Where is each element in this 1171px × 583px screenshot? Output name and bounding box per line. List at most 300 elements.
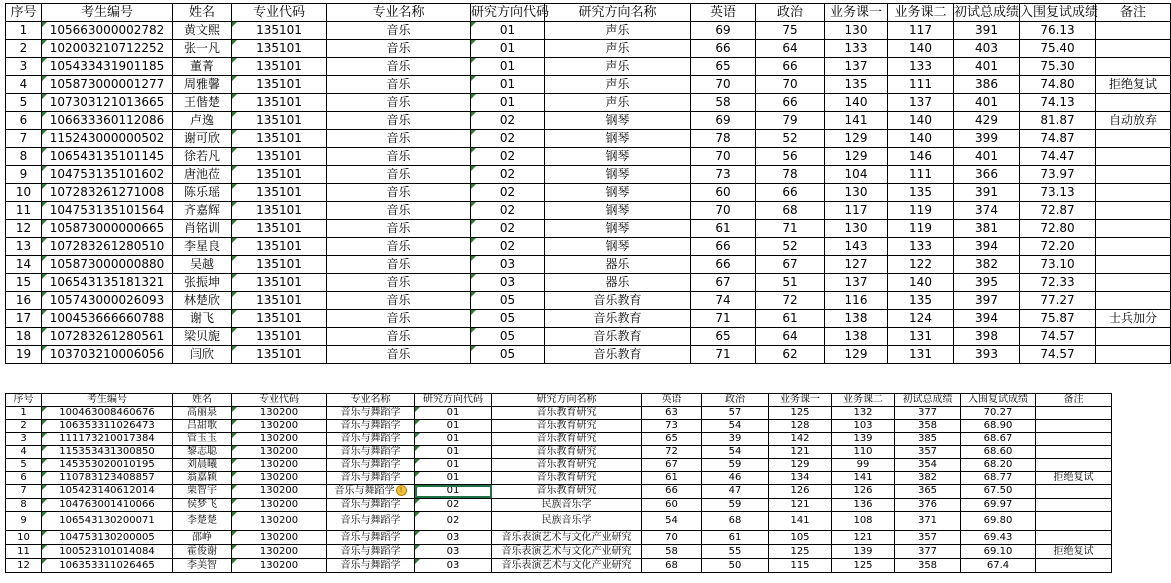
table-cell[interactable]: [832, 420, 895, 433]
table-cell[interactable]: [769, 420, 832, 433]
table-cell[interactable]: [471, 274, 545, 292]
table-cell[interactable]: [756, 76, 825, 94]
table-cell[interactable]: [6, 310, 42, 328]
table-cell[interactable]: [1020, 274, 1096, 292]
table-cell[interactable]: [545, 166, 691, 184]
table-cell[interactable]: [42, 511, 173, 530]
table-cell[interactable]: [6, 485, 42, 499]
table-cell[interactable]: [954, 112, 1020, 130]
table-cell[interactable]: [1096, 22, 1171, 40]
table-cell[interactable]: [888, 274, 954, 292]
table-cell[interactable]: [825, 292, 888, 310]
table-cell[interactable]: [825, 22, 888, 40]
table-cell[interactable]: [1020, 22, 1096, 40]
table-cell[interactable]: [173, 420, 232, 433]
table-cell[interactable]: [1036, 544, 1112, 558]
table-cell[interactable]: [42, 346, 173, 364]
column-header[interactable]: 研究方向名称: [492, 394, 642, 407]
table-cell[interactable]: [702, 446, 769, 459]
table-cell[interactable]: [232, 433, 327, 446]
column-header[interactable]: 政治: [702, 394, 769, 407]
table-cell[interactable]: [415, 459, 492, 472]
table-cell[interactable]: [691, 94, 756, 112]
table-cell[interactable]: [327, 58, 471, 76]
table-cell[interactable]: [545, 238, 691, 256]
table-cell[interactable]: [471, 220, 545, 238]
table-cell[interactable]: [6, 202, 42, 220]
table-cell[interactable]: [691, 22, 756, 40]
table-cell[interactable]: [173, 511, 232, 530]
table-cell[interactable]: [415, 530, 492, 544]
table-cell[interactable]: [1020, 148, 1096, 166]
table-cell[interactable]: [42, 472, 173, 485]
table-cell[interactable]: [756, 40, 825, 58]
table-cell[interactable]: [888, 94, 954, 112]
table-cell[interactable]: [327, 22, 471, 40]
table-cell[interactable]: [42, 94, 173, 112]
table-cell[interactable]: [232, 328, 327, 346]
table-cell[interactable]: [6, 472, 42, 485]
table-cell[interactable]: [1096, 112, 1171, 130]
table-cell[interactable]: [173, 407, 232, 420]
table-cell[interactable]: [42, 407, 173, 420]
table-cell[interactable]: [691, 40, 756, 58]
table-cell[interactable]: [756, 238, 825, 256]
table-cell[interactable]: [888, 112, 954, 130]
table-cell[interactable]: [702, 420, 769, 433]
table-cell[interactable]: [232, 310, 327, 328]
table-cell[interactable]: [415, 420, 492, 433]
table-cell[interactable]: [954, 202, 1020, 220]
table-cell[interactable]: [232, 148, 327, 166]
table-cell[interactable]: [327, 485, 415, 499]
table-cell[interactable]: [832, 433, 895, 446]
column-header[interactable]: 业务课一: [825, 4, 888, 22]
table-cell[interactable]: [888, 292, 954, 310]
table-cell[interactable]: [327, 558, 415, 572]
column-header[interactable]: 业务课二: [888, 4, 954, 22]
table-cell[interactable]: [832, 407, 895, 420]
table-cell[interactable]: [961, 530, 1036, 544]
table-cell[interactable]: [888, 166, 954, 184]
table-cell[interactable]: [825, 130, 888, 148]
table-cell[interactable]: [42, 292, 173, 310]
table-cell[interactable]: [6, 130, 42, 148]
table-cell[interactable]: [832, 446, 895, 459]
table-cell[interactable]: [232, 112, 327, 130]
table-cell[interactable]: [232, 256, 327, 274]
table-cell[interactable]: [954, 58, 1020, 76]
table-cell[interactable]: [756, 112, 825, 130]
table-cell[interactable]: [492, 498, 642, 511]
table-cell[interactable]: [895, 498, 961, 511]
table-cell[interactable]: [888, 40, 954, 58]
table-cell[interactable]: [691, 202, 756, 220]
table-cell[interactable]: [173, 94, 232, 112]
table-cell[interactable]: [492, 446, 642, 459]
table-cell[interactable]: [173, 544, 232, 558]
table-cell[interactable]: [888, 346, 954, 364]
table-cell[interactable]: [954, 76, 1020, 94]
table-cell[interactable]: [832, 558, 895, 572]
table-cell[interactable]: [232, 511, 327, 530]
table-cell[interactable]: [545, 346, 691, 364]
table-cell[interactable]: [173, 130, 232, 148]
table-cell[interactable]: [825, 310, 888, 328]
table-cell[interactable]: [769, 498, 832, 511]
table-cell[interactable]: [691, 292, 756, 310]
table-cell[interactable]: [1096, 76, 1171, 94]
column-header[interactable]: 研究方向名称: [545, 4, 691, 22]
table-cell[interactable]: [1020, 202, 1096, 220]
table-cell[interactable]: [6, 511, 42, 530]
table-cell[interactable]: [42, 130, 173, 148]
table-cell[interactable]: [232, 94, 327, 112]
table-cell[interactable]: [954, 94, 1020, 112]
column-header[interactable]: 备注: [1096, 4, 1171, 22]
table-cell[interactable]: [327, 112, 471, 130]
table-cell[interactable]: [702, 485, 769, 499]
table-cell[interactable]: [954, 184, 1020, 202]
error-warning-icon[interactable]: !: [396, 485, 407, 496]
table-cell[interactable]: [492, 407, 642, 420]
table-cell[interactable]: [1096, 130, 1171, 148]
table-cell[interactable]: [471, 40, 545, 58]
table-cell[interactable]: [415, 498, 492, 511]
column-header[interactable]: 专业代码: [232, 394, 327, 407]
table-cell[interactable]: [1020, 94, 1096, 112]
table-cell[interactable]: [6, 76, 42, 94]
table-cell[interactable]: [888, 256, 954, 274]
table-cell[interactable]: [702, 511, 769, 530]
table-cell[interactable]: [702, 472, 769, 485]
table-cell[interactable]: [42, 202, 173, 220]
table-cell[interactable]: [642, 558, 702, 572]
table-cell[interactable]: [6, 498, 42, 511]
table-cell[interactable]: [769, 407, 832, 420]
table-cell[interactable]: [42, 22, 173, 40]
table-cell[interactable]: [42, 238, 173, 256]
table-cell[interactable]: [327, 256, 471, 274]
table-cell[interactable]: [232, 346, 327, 364]
table-cell[interactable]: [6, 544, 42, 558]
table-cell[interactable]: [327, 40, 471, 58]
table-cell[interactable]: [327, 94, 471, 112]
table-cell[interactable]: [6, 22, 42, 40]
table-cell[interactable]: [42, 256, 173, 274]
column-header[interactable]: 序号: [6, 4, 42, 22]
table-cell[interactable]: [756, 274, 825, 292]
table-cell[interactable]: [888, 76, 954, 94]
table-cell[interactable]: [173, 292, 232, 310]
table-cell[interactable]: [691, 166, 756, 184]
table-cell[interactable]: [545, 58, 691, 76]
table-cell[interactable]: [954, 220, 1020, 238]
table-cell[interactable]: [173, 112, 232, 130]
table-cell[interactable]: [756, 202, 825, 220]
table-cell[interactable]: [173, 328, 232, 346]
table-cell[interactable]: [471, 346, 545, 364]
table-cell[interactable]: [825, 220, 888, 238]
table-cell[interactable]: [895, 472, 961, 485]
table-cell[interactable]: [6, 407, 42, 420]
table-cell[interactable]: [6, 433, 42, 446]
column-header[interactable]: 英语: [642, 394, 702, 407]
table-cell[interactable]: [492, 544, 642, 558]
table-cell[interactable]: [173, 256, 232, 274]
table-cell[interactable]: [756, 166, 825, 184]
table-cell[interactable]: [232, 407, 327, 420]
table-cell[interactable]: [954, 328, 1020, 346]
table-cell[interactable]: [6, 148, 42, 166]
table-cell[interactable]: [42, 310, 173, 328]
table-cell[interactable]: [961, 544, 1036, 558]
table-cell[interactable]: [888, 130, 954, 148]
table-cell[interactable]: [42, 184, 173, 202]
table-cell[interactable]: [6, 274, 42, 292]
table-cell[interactable]: [888, 328, 954, 346]
table-cell[interactable]: [769, 511, 832, 530]
table-cell[interactable]: [6, 184, 42, 202]
table-cell[interactable]: [232, 274, 327, 292]
table-cell[interactable]: [471, 292, 545, 310]
table-cell[interactable]: [1036, 530, 1112, 544]
table-cell[interactable]: [173, 310, 232, 328]
table-cell[interactable]: [756, 256, 825, 274]
table-cell[interactable]: [832, 544, 895, 558]
table-cell[interactable]: [702, 544, 769, 558]
table-cell[interactable]: [545, 22, 691, 40]
table-cell[interactable]: [545, 40, 691, 58]
table-cell[interactable]: [888, 310, 954, 328]
table-cell[interactable]: [173, 202, 232, 220]
table-cell[interactable]: [769, 530, 832, 544]
table-cell[interactable]: [832, 498, 895, 511]
table-cell[interactable]: [415, 407, 492, 420]
table-cell[interactable]: [545, 112, 691, 130]
table-cell[interactable]: [825, 112, 888, 130]
table-cell[interactable]: [232, 530, 327, 544]
table-cell[interactable]: [173, 238, 232, 256]
table-cell[interactable]: [825, 58, 888, 76]
table-cell[interactable]: [545, 76, 691, 94]
table-cell[interactable]: [471, 256, 545, 274]
table-cell[interactable]: [327, 310, 471, 328]
table-cell[interactable]: [702, 558, 769, 572]
table-cell[interactable]: [173, 472, 232, 485]
table-cell[interactable]: [1036, 498, 1112, 511]
table-cell[interactable]: [691, 76, 756, 94]
table-cell[interactable]: [415, 544, 492, 558]
table-cell[interactable]: [1020, 328, 1096, 346]
table-cell[interactable]: [691, 256, 756, 274]
table-cell[interactable]: [42, 420, 173, 433]
table-cell[interactable]: [327, 472, 415, 485]
table-cell[interactable]: [545, 310, 691, 328]
table-cell[interactable]: [232, 459, 327, 472]
table-cell[interactable]: [1020, 40, 1096, 58]
table-cell[interactable]: [42, 530, 173, 544]
column-header[interactable]: 政治: [756, 4, 825, 22]
table-cell[interactable]: [888, 238, 954, 256]
column-header[interactable]: 专业名称: [327, 4, 471, 22]
column-header[interactable]: 专业代码: [232, 4, 327, 22]
table-cell[interactable]: [327, 407, 415, 420]
table-cell[interactable]: [173, 22, 232, 40]
table-cell[interactable]: [42, 433, 173, 446]
table-cell[interactable]: [825, 256, 888, 274]
table-cell[interactable]: [888, 220, 954, 238]
table-cell[interactable]: [232, 22, 327, 40]
table-cell[interactable]: [1096, 166, 1171, 184]
column-header[interactable]: 姓名: [173, 4, 232, 22]
table-cell[interactable]: [1036, 407, 1112, 420]
table-cell[interactable]: [954, 40, 1020, 58]
table-cell[interactable]: [954, 310, 1020, 328]
table-cell[interactable]: [42, 40, 173, 58]
table-cell[interactable]: [642, 420, 702, 433]
table-cell[interactable]: [1096, 274, 1171, 292]
table-cell[interactable]: [954, 148, 1020, 166]
table-cell[interactable]: [42, 485, 173, 499]
table-cell[interactable]: [492, 420, 642, 433]
table-cell[interactable]: [327, 530, 415, 544]
table-cell[interactable]: [327, 148, 471, 166]
table-cell[interactable]: [327, 433, 415, 446]
table-cell[interactable]: [327, 511, 415, 530]
table-cell[interactable]: [42, 166, 173, 184]
table-cell[interactable]: [173, 58, 232, 76]
table-cell[interactable]: [961, 511, 1036, 530]
table-cell[interactable]: [327, 274, 471, 292]
column-header[interactable]: 考生编号: [42, 4, 173, 22]
column-header[interactable]: 业务课一: [769, 394, 832, 407]
table-cell[interactable]: [1020, 346, 1096, 364]
table-cell[interactable]: [1020, 220, 1096, 238]
table-cell[interactable]: [1036, 485, 1112, 499]
table-cell[interactable]: [1036, 472, 1112, 485]
table-cell[interactable]: [6, 346, 42, 364]
table-cell[interactable]: [825, 184, 888, 202]
table-cell[interactable]: [642, 485, 702, 499]
table-cell[interactable]: [825, 166, 888, 184]
table-cell[interactable]: [232, 130, 327, 148]
table-cell[interactable]: [173, 76, 232, 94]
table-cell[interactable]: [327, 346, 471, 364]
table-cell[interactable]: [769, 459, 832, 472]
table-cell[interactable]: [702, 407, 769, 420]
table-cell[interactable]: [1096, 94, 1171, 112]
table-cell[interactable]: [895, 407, 961, 420]
table-cell[interactable]: [888, 184, 954, 202]
table-cell[interactable]: [42, 76, 173, 94]
table-cell[interactable]: [702, 433, 769, 446]
table-cell[interactable]: [895, 420, 961, 433]
table-cell[interactable]: [961, 407, 1036, 420]
column-header[interactable]: 入围复试成绩: [1020, 5, 1099, 20]
table-cell[interactable]: [961, 420, 1036, 433]
table-cell[interactable]: [1096, 40, 1171, 58]
table-cell[interactable]: [545, 220, 691, 238]
column-header[interactable]: 业务课二: [832, 394, 895, 407]
table-cell[interactable]: [545, 328, 691, 346]
table-cell[interactable]: [954, 292, 1020, 310]
table-cell[interactable]: [327, 292, 471, 310]
table-cell[interactable]: [327, 130, 471, 148]
table-cell[interactable]: [232, 485, 327, 499]
table-cell[interactable]: [961, 459, 1036, 472]
table-cell[interactable]: [756, 220, 825, 238]
table-cell[interactable]: [954, 166, 1020, 184]
table-cell[interactable]: [1036, 433, 1112, 446]
table-cell[interactable]: [1096, 202, 1171, 220]
table-cell[interactable]: [6, 166, 42, 184]
table-cell[interactable]: [545, 202, 691, 220]
table-cell[interactable]: [1020, 112, 1096, 130]
table-cell[interactable]: [1020, 58, 1096, 76]
table-cell[interactable]: [232, 498, 327, 511]
table-cell[interactable]: [545, 274, 691, 292]
table-cell[interactable]: [1096, 238, 1171, 256]
table-cell[interactable]: [6, 530, 42, 544]
table-cell[interactable]: [173, 485, 232, 499]
table-cell[interactable]: [327, 76, 471, 94]
table-cell[interactable]: [415, 472, 492, 485]
table-cell[interactable]: [232, 292, 327, 310]
table-cell[interactable]: [471, 166, 545, 184]
table-cell[interactable]: [756, 58, 825, 76]
table-cell[interactable]: [769, 544, 832, 558]
table-cell[interactable]: [492, 459, 642, 472]
table-cell[interactable]: [545, 184, 691, 202]
table-cell[interactable]: [471, 184, 545, 202]
table-cell[interactable]: [895, 558, 961, 572]
table-cell[interactable]: [173, 446, 232, 459]
table-cell[interactable]: [415, 558, 492, 572]
table-cell[interactable]: [42, 459, 173, 472]
table-cell[interactable]: [769, 485, 832, 499]
table-cell[interactable]: [1020, 256, 1096, 274]
table-cell[interactable]: [232, 472, 327, 485]
table-cell[interactable]: [232, 544, 327, 558]
table-cell[interactable]: [691, 346, 756, 364]
table-cell[interactable]: [173, 166, 232, 184]
table-cell[interactable]: [769, 558, 832, 572]
table-cell[interactable]: [825, 346, 888, 364]
table-cell[interactable]: [642, 472, 702, 485]
table-cell[interactable]: [327, 446, 415, 459]
table-cell[interactable]: [415, 433, 492, 446]
table-cell[interactable]: [42, 58, 173, 76]
table-cell[interactable]: [42, 498, 173, 511]
table-cell[interactable]: [691, 328, 756, 346]
column-header[interactable]: 研究方向代码: [471, 5, 550, 20]
table-cell[interactable]: [492, 472, 642, 485]
table-cell[interactable]: [232, 40, 327, 58]
table-cell[interactable]: [702, 459, 769, 472]
table-cell[interactable]: [415, 485, 492, 499]
table-cell[interactable]: [888, 148, 954, 166]
table-cell[interactable]: [825, 202, 888, 220]
table-cell[interactable]: [832, 530, 895, 544]
table-cell[interactable]: [1020, 184, 1096, 202]
table-cell[interactable]: [327, 459, 415, 472]
table-cell[interactable]: [327, 420, 415, 433]
table-cell[interactable]: [691, 274, 756, 292]
table-cell[interactable]: [642, 498, 702, 511]
table-cell[interactable]: [1096, 58, 1171, 76]
table-cell[interactable]: [691, 184, 756, 202]
